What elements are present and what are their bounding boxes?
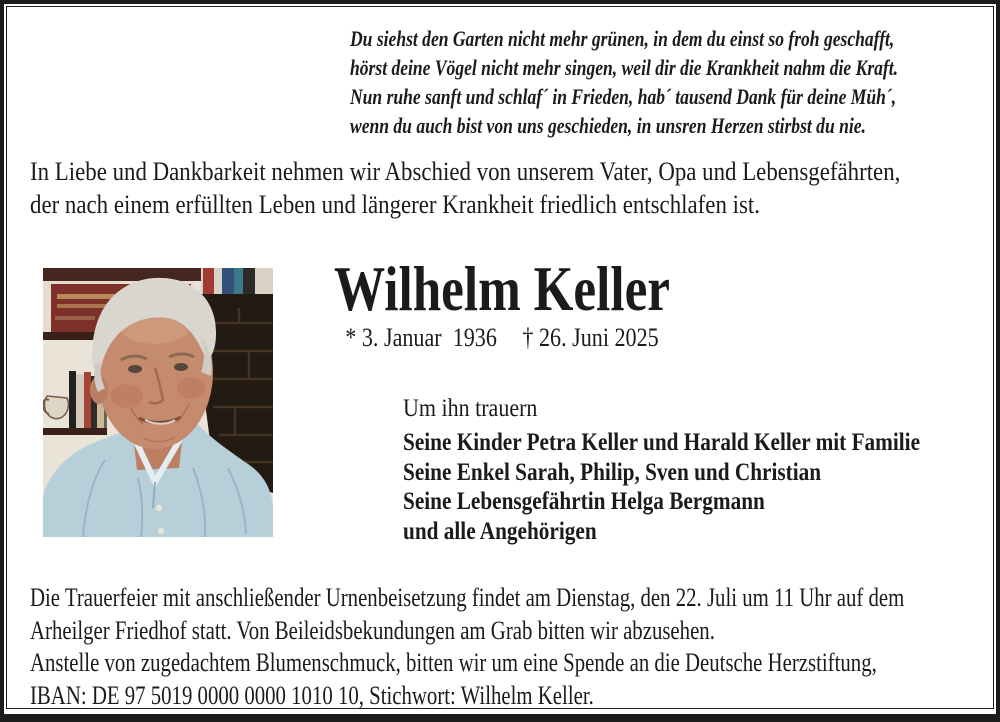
funeral-line: Die Trauerfeier mit anschließender Urnenbeisetzung findet am Dienstag, den 22. Juli um 11 Uhr auf dem: [30, 583, 905, 612]
verse-line: Nun ruhe sanft und schlaf´ in Frieden, hab´ tausend Dank für deine Müh´,: [350, 84, 897, 109]
mourner-line: Seine Kinder Petra Keller und Harald Keller mit Familie: [403, 429, 921, 456]
verse-line: Du siehst den Garten nicht mehr grünen, in dem du einst so froh geschafft,: [350, 26, 895, 51]
mourner-line: Seine Lebensgefährtin Helga Bergmann: [403, 488, 765, 515]
memorial-verse: [350, 24, 1000, 140]
funeral-info: [30, 581, 1000, 647]
mourning-heading: Um ihn trauern: [403, 395, 538, 422]
mourner-line: und alle Angehörigen: [403, 517, 597, 545]
funeral-line: Arheilger Friedhof statt. Von Beileidsbekundungen am Grab bitten wir abzusehen.: [30, 616, 715, 645]
death-date: † 26. Juni 2025: [522, 323, 659, 352]
farewell-line: der nach einem erfüllten Leben und längerer Krankheit friedlich entschlafen ist.: [30, 190, 760, 219]
portrait-photo: [43, 268, 273, 537]
donation-info: [30, 646, 1000, 712]
farewell-line: In Liebe und Dankbarkeit nehmen wir Abschied von unserem Vater, Opa und Lebensgefährten,: [30, 157, 901, 186]
deceased-name: Wilhelm Keller: [333, 253, 671, 324]
farewell-text: [30, 155, 1000, 221]
portrait-photo-graphic: [43, 268, 273, 537]
donation-line: Anstelle von zugedachtem Blumenschmuck, bitten wir um eine Spende an die Deutsche Herzstiftung,: [30, 648, 877, 677]
verse-line: hörst deine Vögel nicht mehr singen, weil dir die Krankheit nahm die Kraft.: [350, 55, 899, 80]
verse-line: wenn du auch bist von uns geschieden, in unsren Herzen stirbst du nie.: [350, 113, 866, 138]
mourner-line: Seine Enkel Sarah, Philip, Sven und Christian: [403, 458, 822, 486]
birth-date: * 3. Januar 1936: [345, 323, 497, 352]
mourners-list: [403, 428, 1000, 546]
donation-line: IBAN: DE 97 5019 0000 0000 1010 10, Stichwort: Wilhelm Keller.: [30, 681, 594, 710]
life-dates: [322, 324, 682, 352]
